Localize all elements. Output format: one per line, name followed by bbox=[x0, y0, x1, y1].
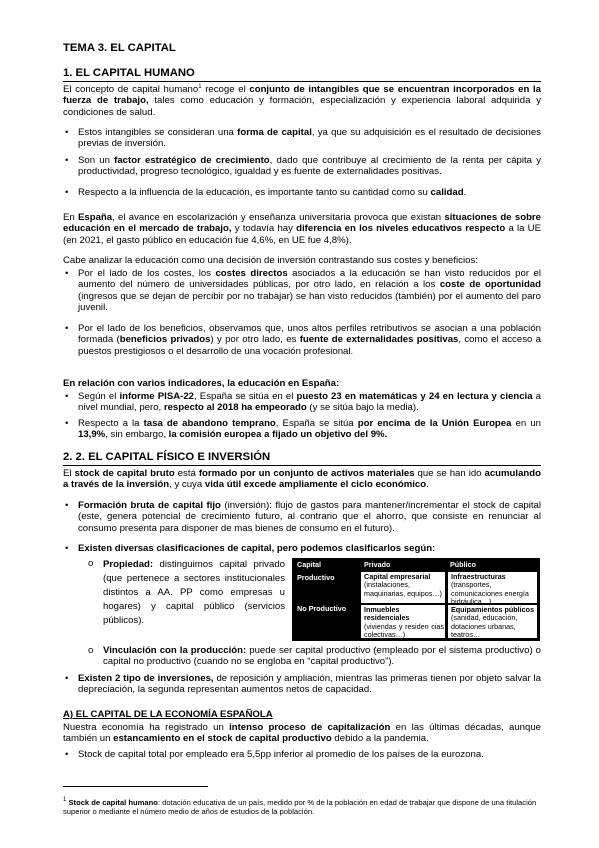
capital-classification-table bbox=[292, 558, 540, 641]
table-row-label-no-productivo: No Productivo bbox=[297, 604, 347, 613]
subheading-capital-economia-espanola: A) EL CAPITAL DE LA ECONOMÍA ESPAÑOLA bbox=[63, 709, 273, 720]
section-heading-capital-fisico: 2. 2. EL CAPITAL FÍSICO E INVERSIÓN bbox=[63, 451, 541, 466]
paragraph-stock-capital-bruto: El stock de capital bruto está formado por un conjunto de activos materiales que se han ido acumulando a través de la inversión, y cuya vida útil excede ampliamente el ciclo económico. bbox=[63, 468, 542, 491]
bullet-icon: • bbox=[65, 543, 69, 554]
footnote-separator bbox=[63, 786, 208, 787]
table-header-privado: Privado bbox=[364, 560, 391, 569]
paragraph-capital-humano-definition: El concepto de capital humano$^1$ recoge el conjunto de intangibles que se encuentran incorporados en la fuerza de trabajo, tales como educación y formación, especialización y experiencia laboral adquirida y condiciones de salud. bbox=[63, 84, 541, 118]
table-header-publico: Público bbox=[450, 560, 476, 569]
bullet-icon: • bbox=[65, 391, 69, 402]
bullet-icon: • bbox=[65, 418, 69, 429]
paragraph-capitalizacion: Nuestra economía ha registrado un intenso proceso de capitalización en las últimas décadas, aunque también un estancamiento en el stock de capital productivo debido a la pandemia. bbox=[63, 722, 542, 745]
bullet-icon: • bbox=[65, 187, 69, 198]
bullet-icon: • bbox=[65, 268, 69, 279]
bullet-factor-estrategico: Son un factor estratégico de crecimiento, dado que contribuye al crecimiento de la renta per cápita y productividad, progreso tecnológico, igualdad y es fuente de externalidades positivas. bbox=[78, 155, 541, 178]
bullet-beneficios: Por el lado de los beneficios, observamos que, unos altos perfiles retributivos se asocian a una población formada (beneficios privados) y por otro lado, es fuente de externalidades positivas, como el acceso a puestos prestigiosos o el desarrollo de una vocación profesional. bbox=[78, 323, 541, 357]
bullet-icon: • bbox=[65, 127, 69, 138]
bullet-icon: • bbox=[65, 500, 69, 511]
table-cell-inmuebles-residenciales: Inmuebles residenciales (viviendas y residen cias colectivas…) bbox=[364, 605, 444, 639]
footnote-ref[interactable]: 1 bbox=[198, 84, 202, 90]
document-title: TEMA 3. EL CAPITAL bbox=[63, 42, 176, 54]
table-header-capital: Capital bbox=[297, 560, 321, 569]
bullet-calidad-educacion: Respecto a la influencia de la educación, es importante tanto su cantidad como su calidad. bbox=[78, 187, 467, 198]
bullet-icon: • bbox=[65, 155, 69, 166]
table-cell-equipamientos-publicos: Equipamientos públicos (sanidad, educación, dotaciones urbanas, teatros… bbox=[451, 605, 535, 639]
bullet-formacion-bruta: Formación bruta de capital fijo (inversión): flujo de gastos para mantener/incrementar el stock de capital (este, genera potencial de crecimiento futuro, al contrario que el ahorro, que consiste en renunciar al consumo presenta para disponer de mas bienes de consumo en el futuro). bbox=[78, 500, 541, 534]
subbullet-vinculacion-produccion: Vinculación con la producción: puede ser capital productivo (empleado por el sistema productivo) o capital no productivo (cuando no se engloba en “capital productivo”). bbox=[103, 645, 541, 668]
table-cell-infraestructuras: Infraestructuras (transportes, comunicaciones energía hidráulica…) bbox=[451, 572, 529, 606]
bullet-abandono-temprano: Respecto a la tasa de abandono temprano, España se sitúa por encima de la Unión Europea en un 13,9%, sin embargo, la comisión europea a fijado un objetivo del 9%. bbox=[78, 418, 541, 441]
subbullet-icon: o bbox=[88, 645, 94, 656]
paragraph-decision-inversion: Cabe analizar la educación como una decisión de inversión contrastando sus costes y beneficios: bbox=[63, 255, 478, 266]
bullet-forma-de-capital: Estos intangibles se consideran una forma de capital, ya que su adquisición es el resultado de decisiones previas de inversión. bbox=[78, 127, 542, 150]
bullet-costes: Por el lado de los costes, los costes directos asociados a la educación se han visto reducidos por el aumento del número de universidades públicas, por otro lado, en relación a los coste de oportunidad (ingresos que se dejan de percibir por no trabajar) se han visto reducidos (también) por el aumento del paro juvenil. bbox=[78, 268, 541, 314]
bullet-tipos-inversiones: Existen 2 tipo de inversiones, de reposición y ampliación, mientras las primeras tienen por objeto salvar la depreciación, la segunda representan aumentos netos de capacidad. bbox=[78, 673, 542, 696]
bullet-icon: • bbox=[65, 673, 69, 684]
paragraph-indicadores: En relación con varios indicadores, la educación en España: bbox=[63, 378, 340, 389]
bullet-stock-capital-empleado: Stock de capital total por empleado era 5,5pp inferior al promedio de los países de la eurozona. bbox=[78, 749, 484, 760]
table-row-label-productivo: Productivo bbox=[297, 573, 335, 582]
footnote: $^1$ Stock de capital humano: dotación educativa de un país, medido por % de la población en edad de trabajar que dispone de una titulación superior o mediante el número medio de años de estudios de la población. bbox=[63, 796, 537, 816]
bullet-icon: • bbox=[65, 749, 69, 760]
bullet-pisa: Según el informe PISA-22, España se sitúa en el puesto 23 en matemáticas y 24 en lectura y ciencia a nivel mundial, pero, respecto al 2018 ha empeorado (y se sitúa bajo la media). bbox=[78, 391, 542, 414]
table-cell-capital-empresarial: Capital empresarial (instalaciones, maquinarias, equipos…) bbox=[364, 572, 442, 598]
subbullet-propiedad: Propiedad: distinguimos capital privado (que pertenece a sectores institucionales distintos a AA. PP como empresas u hogares) y capital público (servicios públicos). bbox=[103, 559, 285, 626]
bullet-icon: • bbox=[65, 323, 69, 334]
bullet-clasificaciones: Existen diversas clasificaciones de capital, pero podemos clasificarlos según: bbox=[78, 543, 436, 554]
section-heading-capital-humano: 1. EL CAPITAL HUMANO bbox=[63, 67, 541, 82]
subbullet-icon: o bbox=[88, 558, 94, 569]
paragraph-espana-educacion: En España, el avance en escolarización y enseñanza universitaria provoca que existan situaciones de sobre educación en el mercado de trabajo, y todavía hay diferencia en los niveles educativos respecto a la UE (en 2021, el gasto público en educación fue 4,6%, en UE fue 4,8%). bbox=[63, 212, 541, 246]
